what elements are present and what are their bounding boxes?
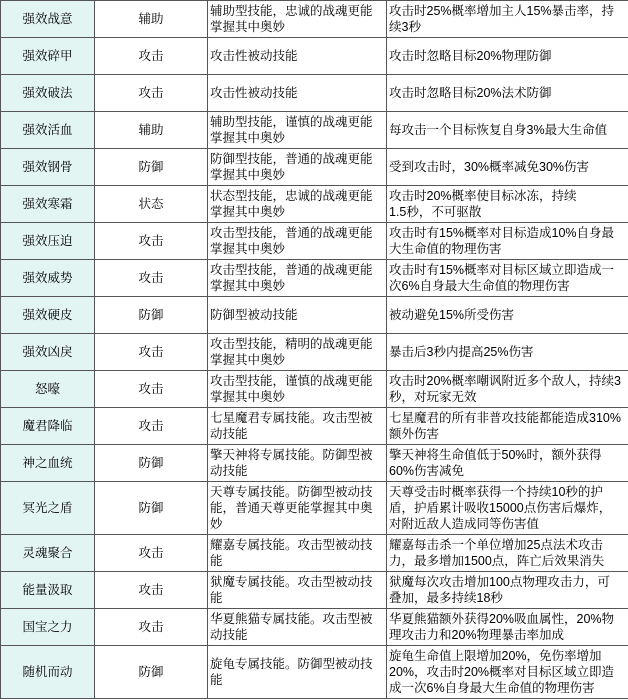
effect-line: 盾，护盾累计吸收15000点伤害后爆炸， xyxy=(389,501,612,515)
skill-type: 攻击 xyxy=(95,609,208,646)
skill-row xyxy=(1,445,628,482)
description-line: 攻击性被动技能 xyxy=(210,86,298,100)
skill-effect xyxy=(387,334,628,371)
description-line: 状态型技能，忠诚的战魂更能 xyxy=(210,189,373,203)
skill-description xyxy=(208,223,387,260)
skill-row xyxy=(1,482,628,535)
description-line: 能 xyxy=(210,554,223,568)
skill-effect xyxy=(387,112,628,149)
skill-effect xyxy=(387,371,628,408)
description-line: 掌握其中奥妙 xyxy=(210,131,286,145)
description-line: 动技能 xyxy=(210,464,248,478)
skill-type: 防御 xyxy=(95,646,208,699)
description-line: 攻击性被动技能 xyxy=(210,49,298,63)
skill-name: 强效威势 xyxy=(1,260,95,297)
skill-type: 攻击 xyxy=(95,223,208,260)
effect-line: 七星魔君的所有非普攻技能都能造成310% xyxy=(389,411,621,425)
skill-type: 攻击 xyxy=(95,38,208,75)
skill-effect xyxy=(387,609,628,646)
effect-line: 旋龟生命值上限增加20%，免伤率增加 xyxy=(389,649,602,663)
effect-line: 次6%自身最大生命值的物理伤害 xyxy=(389,279,570,293)
skill-row xyxy=(1,260,628,297)
description-line: 防御型技能，普通的战魂更能 xyxy=(210,152,373,166)
skill-row xyxy=(1,334,628,371)
skill-name: 神之血统 xyxy=(1,445,95,482)
effect-line: 攻击时25%概率增加主人15%暴击率，持 xyxy=(389,4,615,18)
skill-name: 能量汲取 xyxy=(1,572,95,609)
skill-description xyxy=(208,535,387,572)
description-line: 能 xyxy=(210,591,223,605)
skill-name: 灵魂聚合 xyxy=(1,535,95,572)
skill-type: 状态 xyxy=(95,186,208,223)
skill-name: 魔君降临 xyxy=(1,408,95,445)
skill-type: 防御 xyxy=(95,297,208,334)
skill-description xyxy=(208,334,387,371)
skill-effect xyxy=(387,646,628,699)
effect-line: 天尊受击时概率获得一个持续10秒的护 xyxy=(389,485,603,499)
skill-effect xyxy=(387,223,628,260)
skill-row xyxy=(1,371,628,408)
description-line: 攻击型技能，精明的战魂更能 xyxy=(210,337,373,351)
description-line: 掌握其中奥妙 xyxy=(210,279,286,293)
description-line: 动技能 xyxy=(210,628,248,642)
skill-effect xyxy=(387,260,628,297)
description-line: 妙 xyxy=(210,517,223,531)
skill-name: 怒嚎 xyxy=(1,371,95,408)
effect-line: 耀嘉每击杀一个单位增加25点法术攻击 xyxy=(389,538,603,552)
effect-line: 攻击时有15%概率对目标造成10%自身最 xyxy=(389,226,615,240)
skill-description xyxy=(208,482,387,535)
skill-description xyxy=(208,408,387,445)
skill-description xyxy=(208,646,387,699)
effect-line: 每攻击一个目标恢复自身3%最大生命值 xyxy=(389,123,608,137)
skill-row xyxy=(1,223,628,260)
effect-line: 1.5秒，不可驱散 xyxy=(389,205,482,219)
skill-name: 强效压迫 xyxy=(1,223,95,260)
effect-line: 理攻击力和20%物理暴击率加成 xyxy=(389,628,565,642)
skill-name: 强效碎甲 xyxy=(1,38,95,75)
effect-line: 额外伤害 xyxy=(389,427,440,441)
effect-line: 被动避免15%所受伤害 xyxy=(389,308,515,322)
description-line: 旋龟专属技能。防御型被动技 xyxy=(210,657,373,671)
skill-effect xyxy=(387,535,628,572)
skill-name: 强效活血 xyxy=(1,112,95,149)
description-line: 耀嘉专属技能。攻击型被动技 xyxy=(210,538,373,552)
description-line: 攻击型技能，普通的战魂更能 xyxy=(210,226,373,240)
skill-type: 辅助 xyxy=(95,112,208,149)
effect-line: 叠加，最多持续18秒 xyxy=(389,591,503,605)
description-line: 掌握其中奥妙 xyxy=(210,168,286,182)
skill-name: 强效钢骨 xyxy=(1,149,95,186)
skill-description xyxy=(208,1,387,38)
effect-line: 擎天神将生命值低于50%时，额外获得 xyxy=(389,448,602,462)
skill-row xyxy=(1,572,628,609)
skill-type: 攻击 xyxy=(95,408,208,445)
description-line: 能，普通天尊更能掌握其中奥 xyxy=(210,501,373,515)
skill-description xyxy=(208,38,387,75)
skill-effect xyxy=(387,149,628,186)
skill-type: 攻击 xyxy=(95,260,208,297)
skill-description xyxy=(208,75,387,112)
skill-description xyxy=(208,371,387,408)
effect-line: 华夏熊猫额外获得20%吸血属性，20%物 xyxy=(389,612,615,626)
description-line: 华夏熊猫专属技能。攻击型被 xyxy=(210,612,373,626)
effect-line: 成一次6%自身最大生命值的物理伤害 xyxy=(389,681,595,695)
skill-effect xyxy=(387,408,628,445)
skill-row xyxy=(1,149,628,186)
skill-name: 强效硬皮 xyxy=(1,297,95,334)
skill-effect xyxy=(387,572,628,609)
description-line: 辅助型技能，忠诚的战魂更能 xyxy=(210,4,373,18)
skill-name: 强效破法 xyxy=(1,75,95,112)
effect-line: 攻击时忽略目标20%物理防御 xyxy=(389,49,552,63)
skill-name: 强效寒霜 xyxy=(1,186,95,223)
skill-type: 辅助 xyxy=(95,1,208,38)
skill-effect xyxy=(387,445,628,482)
skill-effect xyxy=(387,38,628,75)
skill-row xyxy=(1,38,628,75)
description-line: 狱魔专属技能。攻击型被动技 xyxy=(210,575,373,589)
effect-line: 受到攻击时，30%概率减免30%伤害 xyxy=(389,160,590,174)
description-line: 攻击型技能，谨慎的战魂更能 xyxy=(210,374,373,388)
effect-line: 秒，对玩家无效 xyxy=(389,390,477,404)
skill-type: 防御 xyxy=(95,482,208,535)
skill-row xyxy=(1,186,628,223)
skill-description xyxy=(208,186,387,223)
skill-name: 强效战意 xyxy=(1,1,95,38)
skill-type: 攻击 xyxy=(95,572,208,609)
description-line: 七星魔君专属技能。攻击型被 xyxy=(210,411,373,425)
skill-row xyxy=(1,408,628,445)
description-line: 掌握其中奥妙 xyxy=(210,205,286,219)
skill-row xyxy=(1,535,628,572)
description-line: 能 xyxy=(210,673,223,687)
effect-line: 20%，攻击时20%概率对目标区域立即造 xyxy=(389,665,615,679)
effect-line: 攻击时忽略目标20%法术防御 xyxy=(389,86,552,100)
description-line: 天尊专属技能。防御型被动技 xyxy=(210,485,373,499)
effect-line: 续3秒 xyxy=(389,20,421,34)
skill-effect xyxy=(387,186,628,223)
skill-row xyxy=(1,646,628,699)
skill-effect xyxy=(387,482,628,535)
skill-row xyxy=(1,75,628,112)
skill-name: 随机而动 xyxy=(1,646,95,699)
effect-line: 大生命值的物理伤害 xyxy=(389,242,502,256)
effect-line: 暴击后3秒内提高25%伤害 xyxy=(389,345,534,359)
effect-line: 对附近敌人造成同等伤害值 xyxy=(389,517,540,531)
skill-type: 攻击 xyxy=(95,371,208,408)
effect-line: 攻击时有15%概率对目标区域立即造成一 xyxy=(389,263,615,277)
skill-row xyxy=(1,297,628,334)
skill-effect xyxy=(387,75,628,112)
skill-type: 防御 xyxy=(95,445,208,482)
description-line: 动技能 xyxy=(210,427,248,441)
effect-line: 狱魔每次攻击增加100点物理攻击力，可 xyxy=(389,575,610,589)
description-line: 掌握其中奥妙 xyxy=(210,242,286,256)
skill-name: 强效凶戾 xyxy=(1,334,95,371)
skill-description xyxy=(208,149,387,186)
skill-description xyxy=(208,572,387,609)
description-line: 防御型被动技能 xyxy=(210,308,298,322)
description-line: 掌握其中奥妙 xyxy=(210,20,286,34)
skill-description xyxy=(208,112,387,149)
skill-type: 攻击 xyxy=(95,535,208,572)
description-line: 攻击型技能，普通的战魂更能 xyxy=(210,263,373,277)
skill-row xyxy=(1,1,628,38)
skill-description xyxy=(208,260,387,297)
description-line: 掌握其中奥妙 xyxy=(210,390,286,404)
skill-description xyxy=(208,609,387,646)
skill-name: 国宝之力 xyxy=(1,609,95,646)
skill-row xyxy=(1,112,628,149)
effect-line: 60%伤害减免 xyxy=(389,464,465,478)
skill-effect xyxy=(387,1,628,38)
skill-description xyxy=(208,445,387,482)
skill-type: 攻击 xyxy=(95,75,208,112)
skill-type: 防御 xyxy=(95,149,208,186)
skill-description xyxy=(208,297,387,334)
skill-name: 冥光之盾 xyxy=(1,482,95,535)
effect-line: 力，最多增加1500点，阵亡后效果消失 xyxy=(389,554,605,568)
skill-effect xyxy=(387,297,628,334)
description-line: 擎天神将专属技能。防御型被 xyxy=(210,448,373,462)
effect-line: 攻击时20%概率使目标冰冻，持续 xyxy=(389,189,577,203)
description-line: 掌握其中奥妙 xyxy=(210,353,286,367)
skill-type: 攻击 xyxy=(95,334,208,371)
effect-line: 攻击时20%概率嘲讽附近多个敌人，持续3 xyxy=(389,374,621,388)
skill-row xyxy=(1,609,628,646)
description-line: 辅助型技能，谨慎的战魂更能 xyxy=(210,115,373,129)
